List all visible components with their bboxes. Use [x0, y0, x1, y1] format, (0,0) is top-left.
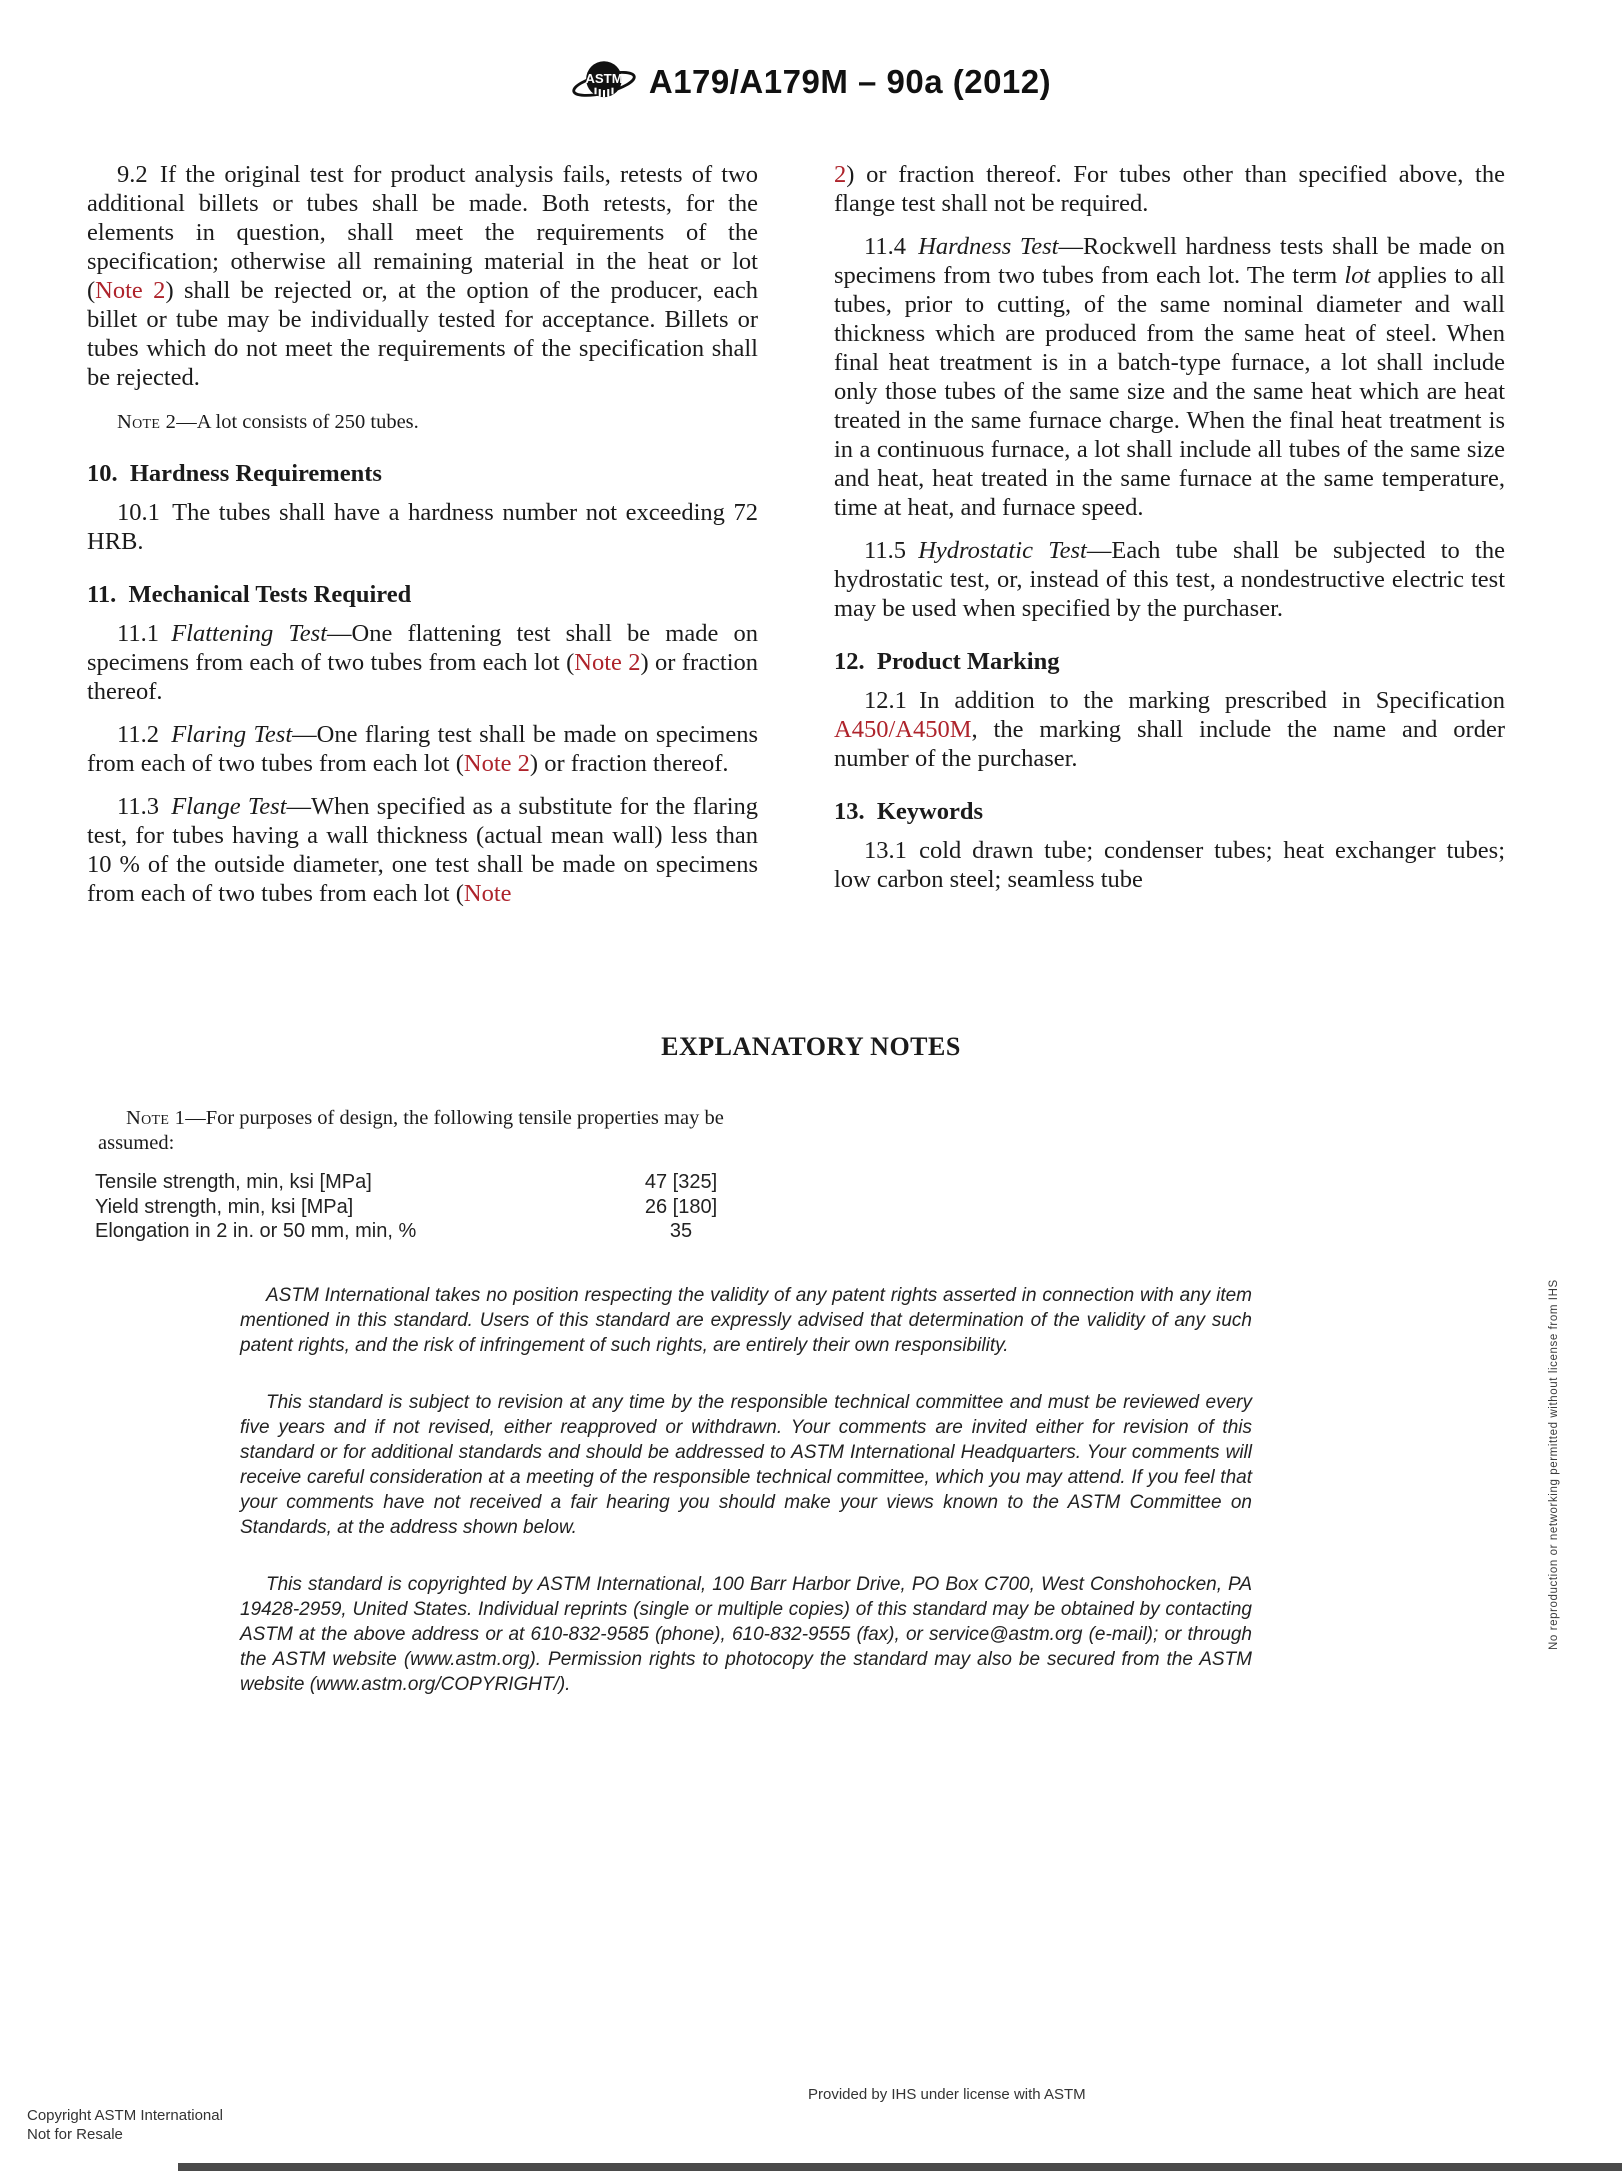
para-10-1	[87, 498, 758, 556]
svg-text:ASTM: ASTM	[585, 70, 623, 86]
footer-provided-by: Provided by IHS under license with ASTM	[808, 2086, 1086, 2103]
text-run: —For purposes of design, the following tensile properties may be assumed:	[98, 1107, 724, 1154]
property-value: 26 [180]	[644, 1195, 718, 1218]
reference-link[interactable]: A450/A450M	[834, 716, 972, 743]
text-run: 13.1 cold drawn tube; condenser tubes; heat exchanger tubes; low carbon steel; seamless tube	[834, 837, 1505, 893]
license-watermark-vertical: No reproduction or networking permitted without license from IHS	[1548, 1279, 1560, 1650]
text-run: , the marking shall include the name and order number of the purchaser.	[834, 716, 1505, 772]
patent-disclaimer: ASTM International takes no position respecting the validity of any patent rights asserted in connection with any item mentioned in this standard. Users of this standard are expressly advised that determination of the validity of any such patent rights, and the risk of infringement of such rights, are entirely their own responsibility.	[240, 1285, 1252, 1356]
note-1-line	[98, 1106, 803, 1156]
page-header	[0, 52, 1622, 112]
text-run: —Each tube shall be subjected to the hydrostatic test, or, instead of this test, a nondestructive electric test may be used when specified by the purchaser.	[834, 537, 1505, 622]
property-label: Tensile strength, min, ksi [MPa]	[95, 1171, 372, 1193]
revision-disclaimer: This standard is subject to revision at any time by the responsible technical committee and must be reviewed every five years and if not revised, either reapproved or withdrawn. Your comments are invited either for revision of this standard or for additional standards and should be addressed to ASTM International Headquarters. Your comments will receive careful consideration at a meeting of the responsible technical committee, which you may attend. If you feel that your comments have not received a fair hearing you should make your views known to the ASTM Committee on Standards, at the address shown below.	[240, 1392, 1252, 1538]
property-value: 47 [325]	[644, 1171, 718, 1193]
right-column	[834, 160, 1505, 908]
heading-product-marking: 12. Product Marking	[834, 648, 1060, 675]
text-run: 9.2 If the original test for product analysis fails, retests of two additional billets or tubes shall be made. Both retests, for the elements in question, shall meet the requirements of the specification; otherwise all remaining material in the heat or lot (	[87, 161, 758, 304]
heading-keywords: 13. Keywords	[834, 798, 984, 825]
legal-disclaimers	[240, 1283, 1252, 1697]
body-columns	[87, 160, 1505, 908]
text-run: 11.1	[117, 620, 172, 647]
property-value: 35	[669, 1220, 693, 1242]
table-row	[95, 1219, 1622, 1244]
para-11-5	[834, 536, 1505, 623]
para-12-1	[834, 686, 1505, 773]
tensile-properties-table	[95, 1170, 1622, 1244]
text-run: ) shall be rejected or, at the option of the producer, each billet or tube may be individually tested for acceptance. Billets or tubes which do not meet the requirements of the specification shall be rejected.	[87, 277, 758, 391]
heading-hardness-requirements: 10. Hardness Requirements	[87, 460, 382, 487]
text-run: Note 2	[117, 411, 177, 433]
explanatory-notes-heading: EXPLANATORY NOTES	[661, 1032, 961, 1061]
text-run: ) or fraction thereof. For tubes other than specified above, the flange test shall not be required.	[834, 161, 1505, 217]
footer-copyright-line1: Copyright ASTM International	[27, 2107, 223, 2124]
text-run: Flange Test	[171, 793, 287, 820]
text-run: 11.5	[864, 537, 919, 564]
text-run: —One flattening test shall be made on specimens from each of two tubes from each lot (	[87, 620, 758, 676]
note-2-line	[87, 410, 758, 435]
property-label: Elongation in 2 in. or 50 mm, min, %	[95, 1220, 417, 1242]
text-run: Hardness Test	[918, 233, 1059, 260]
para-11-3-continued	[834, 160, 1505, 218]
astm-logo-icon	[571, 52, 637, 112]
reference-link[interactable]: 2	[834, 161, 847, 188]
reference-link[interactable]: Note 2	[95, 277, 166, 304]
para-11-4	[834, 232, 1505, 522]
text-run: applies to all tubes, prior to cutting, of the same nominal diameter and wall thickness which are produced from the same heat of steel. When final heat treatment is in a batch-type furnace, a lot shall include only those tubes of the same size and the same heat which are heat treated in the same furnace charge. When the final heat treatment is in a continuous furnace, a lot shall include all tubes of the same size and heat, heat treated in the same furnace at the same temperature, time at heat, and furnace speed.	[834, 262, 1505, 521]
left-column	[87, 160, 758, 908]
text-run: Note 1	[126, 1107, 186, 1129]
reference-link[interactable]: Note 2	[574, 649, 641, 676]
text-run: —Rockwell hardness tests shall be made on specimens from two tubes from each lot. The term	[834, 233, 1506, 289]
text-run: lot	[1344, 262, 1371, 289]
text-run: Flattening Test	[171, 620, 328, 647]
text-run: ) or fraction thereof.	[529, 750, 729, 777]
text-run: 12.1 In addition to the marking prescribed in Specification	[864, 687, 1505, 714]
para-13-1	[834, 836, 1505, 894]
reference-link[interactable]: Note 2	[463, 750, 530, 777]
text-run: —One flaring test shall be made on specimens from each of two tubes from each lot (	[87, 721, 758, 777]
text-run: Flaring Test	[171, 721, 293, 748]
reference-link[interactable]: Note	[463, 880, 512, 907]
para-11-2	[87, 720, 758, 778]
text-run: —A lot consists of 250 tubes.	[176, 411, 419, 433]
footer-copyright-line2: Not for Resale	[27, 2126, 123, 2143]
footer-copyright	[27, 2106, 223, 2144]
text-run: 10.1 The tubes shall have a hardness number not exceeding 72 HRB.	[87, 499, 758, 555]
property-label: Yield strength, min, ksi [MPa]	[95, 1195, 354, 1218]
text-run: Hydrostatic Test	[918, 537, 1087, 564]
text-run: 11.2	[117, 721, 172, 748]
table-row	[95, 1170, 1622, 1195]
para-9-2	[87, 160, 758, 392]
text-run: 11.3	[117, 793, 172, 820]
standard-designation: A179/A179M – 90a (2012)	[648, 63, 1052, 100]
horizontal-scrollbar[interactable]	[178, 2163, 1622, 2171]
copyright-disclaimer: This standard is copyrighted by ASTM International, 100 Barr Harbor Drive, PO Box C700, West Conshohocken, PA 19428-2959, United States. Individual reprints (single or multiple copies) of this standard may be obtained by contacting ASTM at the above address or at 610-832-9585 (phone), 610-832-9555 (fax), or service@astm.org (e-mail); or through the ASTM website (www.astm.org). Permission rights to photocopy the standard may also be secured from the ASTM website (www.astm.org/COPYRIGHT/).	[240, 1574, 1252, 1695]
heading-mechanical-tests: 11. Mechanical Tests Required	[87, 581, 412, 608]
para-11-1	[87, 619, 758, 706]
text-run: 11.4	[864, 233, 919, 260]
table-row	[95, 1195, 1622, 1220]
text-run: —When specified as a substitute for the flaring test, for tubes having a wall thickness (actual mean wall) less than 10 % of the outside diameter, one test shall be made on specimens from each of two tubes from each lot (	[87, 793, 759, 907]
para-11-3	[87, 792, 758, 908]
explanatory-notes-section	[0, 1032, 1622, 1244]
text-run: ) or fraction thereof.	[87, 649, 758, 705]
